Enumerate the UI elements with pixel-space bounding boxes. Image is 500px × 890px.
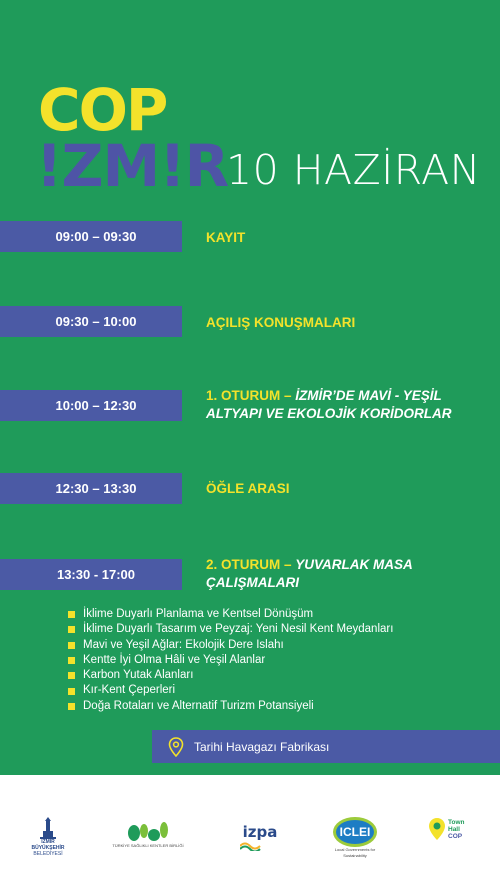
list-item: Kır-Kent Çeperleri (68, 683, 393, 698)
session-prefix: 2. OTURUM – (206, 557, 292, 572)
bullet-icon (68, 703, 75, 710)
session-title-3 (206, 387, 456, 423)
list-item: Mavi ve Yeşil Ağlar: Ekolojik Dere Islahı (68, 638, 393, 653)
wave-icon (240, 841, 280, 851)
list-item: Kentte İyi Olma Hâli ve Yeşil Alanlar (68, 653, 393, 668)
session-title-5 (206, 556, 436, 592)
venue-name: Tarihi Havagazı Fabrikası (194, 739, 330, 754)
leaf-icon (122, 821, 174, 843)
iclei-logo: ICLEI Local Governments for Sustainability (330, 817, 380, 859)
session-title-2: AÇILIŞ KONUŞMALARI (206, 315, 356, 330)
izmir-logo-text: !ZM!R (36, 132, 229, 200)
list-item: Karbon Yutak Alanları (68, 668, 393, 683)
list-item: İklime Duyarlı Tasarım ve Peyzaj: Yeni Nesil Kent Meydanları (68, 622, 393, 637)
session-title-4: ÖĞLE ARASI (206, 481, 290, 496)
pin-icon (428, 817, 446, 841)
session-emphasis: İZMİR’DE MAVİ - YEŞİL ALTYAPI VE EKOLOJİK KORİDORLAR (206, 388, 452, 421)
list-item: Doğa Rotaları ve Alternatif Turizm Potansiyeli (68, 699, 393, 714)
bullet-icon (68, 672, 75, 679)
izmir-bb-logo: İZMİR BÜYÜKŞEHİR BELEDİYESİ (28, 817, 68, 857)
partner-footer (0, 775, 500, 890)
time-slot-2: 09:30 – 10:00 (0, 306, 182, 337)
time-slot-5: 13:30 - 17:00 (0, 559, 182, 590)
session-title-1: KAYIT (206, 230, 246, 245)
location-pin-icon (168, 737, 184, 757)
venue-bar (152, 730, 500, 763)
time-slot-1: 09:00 – 09:30 (0, 221, 182, 252)
session-prefix: 1. OTURUM – (206, 388, 292, 403)
bullet-icon (68, 626, 75, 633)
bullet-icon (68, 611, 75, 618)
iclei-circle: ICLEI (333, 817, 377, 847)
session-emphasis: YUVARLAK MASA ÇALIŞMALARI (206, 557, 413, 590)
event-date: 10 HAZİRAN (226, 146, 481, 194)
list-item: İklime Duyarlı Planlama ve Kentsel Dönüşüm (68, 607, 393, 622)
saglikli-kentler-logo: TÜRKİYE SAĞLIKLI KENTLER BİRLİĞİ (112, 821, 184, 849)
cop-logo-text: COP (38, 76, 167, 144)
bullet-icon (68, 688, 75, 695)
townhall-cop-logo: Town Hall COP (428, 817, 472, 841)
topic-list (68, 607, 393, 714)
time-slot-4: 12:30 – 13:30 (0, 473, 182, 504)
time-slot-3: 10:00 – 12:30 (0, 390, 182, 421)
clock-tower-icon (38, 817, 58, 839)
bullet-icon (68, 642, 75, 649)
bullet-icon (68, 657, 75, 664)
izpa-logo: izpa (235, 823, 285, 851)
